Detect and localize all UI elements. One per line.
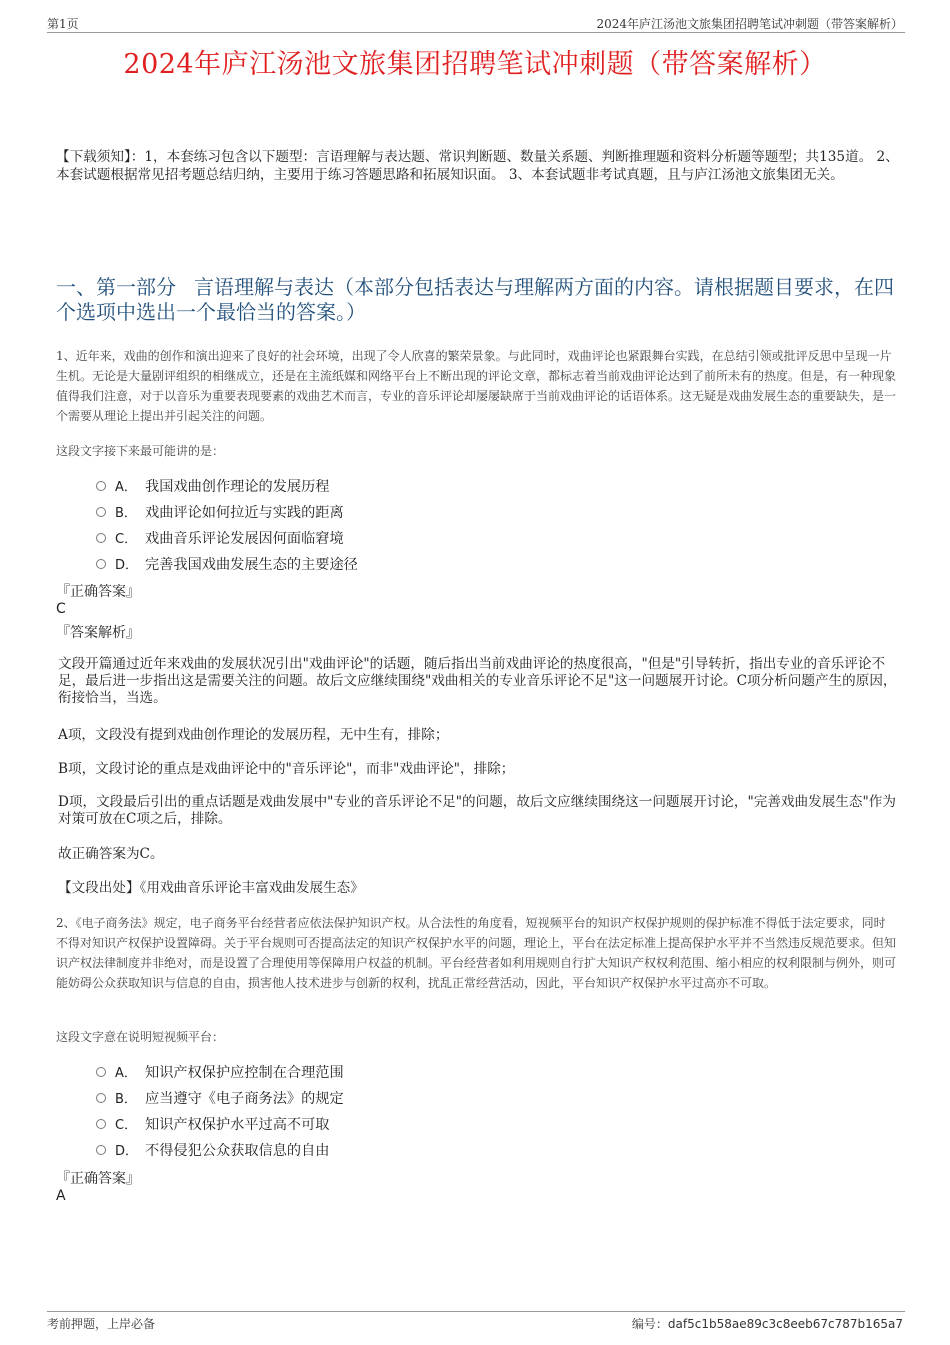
radio-icon[interactable] (96, 559, 106, 569)
analysis-source: 【文段出处】《用戏曲音乐评论丰富戏曲发展生态》 (58, 880, 364, 896)
analysis-option-a: A项，文段没有提到戏曲创作理论的发展历程，无中生有，排除； (58, 727, 449, 743)
option-text: 不得侵犯公众获取信息的自由 (145, 1143, 330, 1159)
option-key: D． (115, 558, 139, 573)
option-text: 戏曲音乐评论发展因何面临窘境 (145, 531, 344, 547)
question-2-option-d[interactable] (96, 1140, 329, 1162)
option-key: A． (115, 1066, 137, 1081)
header-doc-title: 2024年庐江汤池文旅集团招聘笔试冲刺题（带答案解析） (596, 17, 903, 31)
analysis-option-d: D项，文段最后引出的重点话题是戏曲发展中"专业的音乐评论不足"的问题，故后文应继续围绕这一问题展开讨论，"完善戏曲发展生态"作为对策可放在C项之后，排除。 (58, 794, 896, 827)
question-2-answer-label: 『正确答案』 (56, 1171, 140, 1187)
radio-icon[interactable] (96, 1093, 106, 1103)
code-value: daf5c1b58ae89c3c8eeb67c787b165a7 (667, 1317, 903, 1331)
footer-slogan: 考前押题，上岸必备 (47, 1317, 156, 1331)
analysis-conclusion: 故正确答案为C。 (58, 846, 164, 862)
option-key: B． (115, 1092, 137, 1107)
page-header (47, 14, 905, 33)
option-text: 戏曲评论如何拉近与实践的距离 (145, 505, 344, 521)
option-key: C． (115, 532, 138, 547)
question-1-answer-label: 『正确答案』 (56, 584, 140, 600)
question-2-prompt: 这段文字意在说明短视频平台： (56, 1030, 225, 1044)
option-text: 知识产权保护应控制在合理范围 (145, 1065, 344, 1081)
question-1-option-d[interactable] (96, 554, 358, 576)
footer-code (632, 1315, 903, 1332)
download-notice: 【下载须知】：1，本套练习包含以下题型：言语理解与表达题、常识判断题、数量关系题、判断推理题和资料分析题等题型；共135道。 2、本套试题根据常见招考题总结归纳，主要用于练习答题思路和拓展知识面。 3、本套试题非考试真题，且与庐江汤池文旅集团无关。 (56, 149, 899, 183)
option-text: 完善我国戏曲发展生态的主要途径 (145, 557, 358, 573)
code-label: 编号： (631, 1317, 668, 1331)
analysis-option-b: B项，文段讨论的重点是戏曲评论中的"音乐评论"，而非"戏曲评论"，排除； (58, 761, 515, 777)
section-heading (56, 275, 901, 325)
option-key: D． (115, 1144, 139, 1159)
question-2-text: 2、《电子商务法》规定，电子商务平台经营者应依法保护知识产权。从合法性的角度看，短视频平台的知识产权保护规则的保护标准不得低于法定要求，同时不得对知识产权保护设置障碍。关于平台规则可否提高法定的知识产权保护水平的问题，理论上，平台在法定标准上提高保护水平并不当然违反规范要求。但知识产权法律制度并非绝对，而是设置了合理使用等保障用户权益的机制。平台经营者如利用规则自行扩大知识产权权利范围、缩小相应的权利限制与例外，则可能妨碍公众获取知识与信息的自由，损害他人技术进步与创新的权利，扰乱正常经营活动，因此，平台知识产权保护水平过高亦不可取。 (56, 916, 897, 990)
radio-icon[interactable] (96, 507, 106, 517)
section-number: 一、第一部分 (56, 275, 176, 299)
page-number: 第1页 (47, 17, 79, 31)
question-1-prompt: 这段文字接下来最可能讲的是： (56, 444, 225, 458)
question-2-option-a[interactable] (96, 1062, 344, 1084)
question-1-option-b[interactable] (96, 502, 344, 524)
question-1-option-a[interactable] (96, 476, 329, 498)
section-subtitle: 言语理解与表达（本部分包括表达与理解两方面的内容。请根据题目要求，在四个选项中选出一个最恰当的答案。） (56, 275, 894, 324)
option-key: A． (115, 480, 137, 495)
option-text: 应当遵守《电子商务法》的规定 (145, 1091, 344, 1107)
radio-icon[interactable] (96, 1067, 106, 1077)
question-1-option-c[interactable] (96, 528, 344, 550)
page-footer (47, 1311, 905, 1332)
option-text: 我国戏曲创作理论的发展历程 (145, 479, 330, 495)
radio-icon[interactable] (96, 481, 106, 491)
option-key: B． (115, 506, 137, 521)
radio-icon[interactable] (96, 1145, 106, 1155)
analysis-paragraph: 文段开篇通过近年来戏曲的发展状况引出"戏曲评论"的话题，随后指出当前戏曲评论的热度很高，"但是"引导转折，指出专业的音乐评论不足，最后进一步指出这是需要关注的问题。故后文应继续围绕"戏曲相关的专业音乐评论不足"这一问题展开讨论。C项分析问题产生的原因，衔接恰当，当选。 (58, 656, 897, 706)
document-title: 2024年庐江汤池文旅集团招聘笔试冲刺题（带答案解析） (123, 49, 827, 80)
question-2-answer: A (56, 1188, 66, 1204)
question-1-analysis-label: 『答案解析』 (56, 625, 140, 641)
question-1-answer: C (56, 601, 66, 617)
question-2-option-b[interactable] (96, 1088, 344, 1110)
question-1-text: 1、近年来，戏曲的创作和演出迎来了良好的社会环境，出现了令人欣喜的繁荣景象。与此同时，戏曲评论也紧跟舞台实践，在总结引领或批评反思中呈现一片生机。无论是大量剧评组织的相继成立，还是在主流纸媒和网络平台上不断出现的评论文章，都标志着当前戏曲评论达到了前所未有的热度。但是，有一种现象值得我们注意，对于以音乐为重要表现要素的戏曲艺术而言，专业的音乐评论却屡屡缺席于当前戏曲评论的话语体系。这无疑是戏曲发展生态的重要缺失，是一个需要从理论上提出并引起关注的问题。 (56, 349, 897, 423)
question-2-option-c[interactable] (96, 1114, 329, 1136)
radio-icon[interactable] (96, 1119, 106, 1129)
option-key: C． (115, 1118, 138, 1133)
option-text: 知识产权保护水平过高不可取 (145, 1117, 330, 1133)
radio-icon[interactable] (96, 533, 106, 543)
